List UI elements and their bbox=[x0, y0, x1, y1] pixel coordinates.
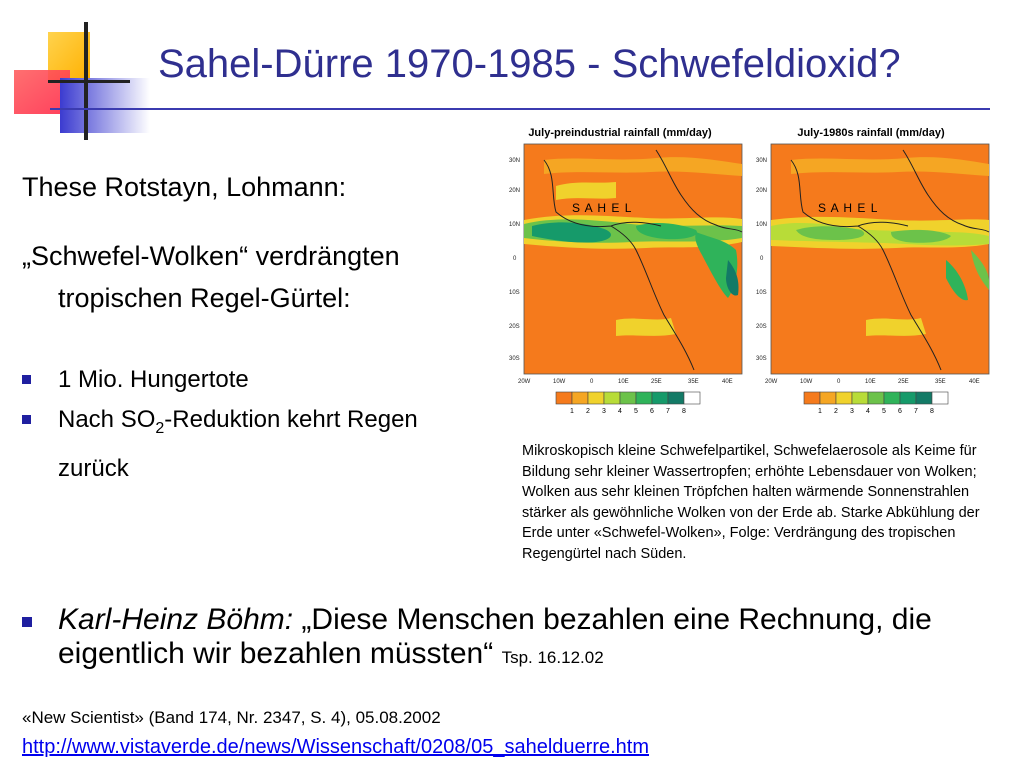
lon-label: 25E bbox=[651, 379, 662, 385]
scale-swatch bbox=[588, 392, 604, 404]
right-lon-axis bbox=[765, 379, 980, 385]
lon-label: 0 bbox=[590, 379, 594, 385]
bullet-square-icon bbox=[22, 415, 31, 424]
lat-label: 30S bbox=[509, 356, 520, 362]
lat-label: 30N bbox=[756, 158, 768, 164]
scale-swatch bbox=[572, 392, 588, 404]
lon-label: 0 bbox=[837, 379, 841, 385]
bullet-text-line2: zurück bbox=[58, 454, 129, 482]
left-lon-axis bbox=[518, 379, 733, 385]
right-map-title: July-1980s rainfall (mm/day) bbox=[797, 127, 945, 139]
thesis-heading: These Rotstayn, Lohmann: bbox=[22, 172, 347, 202]
lat-label: 0 bbox=[513, 256, 517, 262]
lon-label: 35E bbox=[935, 379, 946, 385]
lon-label: 40E bbox=[969, 379, 980, 385]
scale-label: 6 bbox=[650, 408, 654, 415]
scale-label: 2 bbox=[834, 408, 838, 415]
scale-swatch bbox=[836, 392, 852, 404]
lat-label: 10N bbox=[509, 222, 521, 228]
scale-swatch bbox=[684, 392, 700, 404]
bullet-text: 1 Mio. Hungertote bbox=[58, 366, 249, 393]
bullet-item bbox=[22, 400, 518, 489]
lon-label: 10W bbox=[800, 379, 813, 385]
scale-swatch bbox=[852, 392, 868, 404]
scale-label: 5 bbox=[882, 408, 886, 415]
lat-label: 20S bbox=[756, 324, 767, 330]
scale-label: 8 bbox=[930, 408, 934, 415]
right-lat-axis bbox=[756, 158, 767, 362]
lat-label: 20S bbox=[509, 324, 520, 330]
scale-label: 7 bbox=[914, 408, 918, 415]
lat-label: 30N bbox=[509, 158, 521, 164]
scale-swatch bbox=[900, 392, 916, 404]
scale-swatch bbox=[820, 392, 836, 404]
scale-swatch bbox=[556, 392, 572, 404]
scale-swatch bbox=[620, 392, 636, 404]
scale-swatch bbox=[668, 392, 684, 404]
slide-title: Sahel-Dürre 1970-1985 - Schwefeldioxid? bbox=[158, 42, 901, 86]
title-divider bbox=[50, 108, 990, 110]
lat-label: 30S bbox=[756, 356, 767, 362]
scale-label: 4 bbox=[618, 408, 622, 415]
quote-source: Tsp. 16.12.02 bbox=[501, 648, 604, 667]
scale-swatch bbox=[932, 392, 948, 404]
scale-swatch bbox=[604, 392, 620, 404]
right-color-scale bbox=[804, 392, 948, 415]
right-sahel-label: S A H E L bbox=[818, 201, 879, 215]
claim-line-2: tropischen Regel-Gürtel: bbox=[58, 283, 351, 313]
quote-text: „Diese Menschen bezahlen eine Rechnung, die eigentlich wir bezahlen müssten“ bbox=[58, 603, 932, 670]
right-map bbox=[771, 144, 989, 374]
scale-label: 1 bbox=[818, 408, 822, 415]
quote-author: Karl-Heinz Böhm: bbox=[58, 603, 294, 636]
rainfall-maps-figure bbox=[496, 120, 996, 420]
reference-text: «New Scientist» (Band 174, Nr. 2347, S. 4), 05.08.2002 bbox=[22, 708, 441, 727]
left-color-scale bbox=[556, 392, 700, 415]
lon-label: 10W bbox=[553, 379, 566, 385]
lon-label: 25E bbox=[898, 379, 909, 385]
left-map-title: July-preindustrial rainfall (mm/day) bbox=[528, 127, 712, 139]
source-link[interactable]: http://www.vistaverde.de/news/Wissenschaft/0208/05_sahelduerre.htm bbox=[22, 736, 649, 758]
lat-label: 20N bbox=[756, 188, 768, 194]
lat-label: 10N bbox=[756, 222, 768, 228]
bullet-square-icon bbox=[22, 375, 31, 384]
scale-label: 2 bbox=[586, 408, 590, 415]
left-map bbox=[524, 144, 742, 374]
lon-label: 20W bbox=[518, 379, 531, 385]
quote-block bbox=[22, 603, 998, 675]
lat-label: 20N bbox=[509, 188, 521, 194]
lon-label: 20W bbox=[765, 379, 778, 385]
scale-label: 7 bbox=[666, 408, 670, 415]
lon-label: 10E bbox=[865, 379, 876, 385]
bullet-list bbox=[22, 360, 518, 489]
scale-swatch bbox=[652, 392, 668, 404]
lon-label: 35E bbox=[688, 379, 699, 385]
scale-label: 3 bbox=[850, 408, 854, 415]
scale-label: 1 bbox=[570, 408, 574, 415]
left-sahel-label: S A H E L bbox=[572, 201, 633, 215]
claim-text bbox=[22, 235, 502, 319]
lat-label: 0 bbox=[760, 256, 764, 262]
lat-label: 10S bbox=[756, 290, 767, 296]
bullet-square-icon bbox=[22, 617, 32, 627]
lat-label: 10S bbox=[509, 290, 520, 296]
scale-swatch bbox=[636, 392, 652, 404]
lon-label: 10E bbox=[618, 379, 629, 385]
bullet-text-post: -Reduktion kehrt Regen bbox=[164, 406, 418, 433]
scale-label: 5 bbox=[634, 408, 638, 415]
scale-label: 4 bbox=[866, 408, 870, 415]
bullet-subscript: 2 bbox=[155, 419, 165, 437]
left-lat-axis bbox=[509, 158, 520, 362]
scale-label: 6 bbox=[898, 408, 902, 415]
scale-swatch bbox=[804, 392, 820, 404]
scale-swatch bbox=[916, 392, 932, 404]
slide-logo bbox=[0, 0, 160, 150]
figure-caption: Mikroskopisch kleine Schwefelpartikel, Schwefelaerosole als Keime für Bildung sehr kleiner Wassertropfen; erhöhte Lebensdauer von Wolken; Wolken aus sehr kleinen Tröpfchen halten wärmende Sonnenstrahlen stärker als gewöhnliche Wolken von der Erde ab. Starke Abkühlung der Erde unter «Schwefel-Wolken», Folge: Verdrängung des tropischen Regengürtel nach Süden. bbox=[522, 443, 980, 562]
scale-swatch bbox=[884, 392, 900, 404]
claim-line-1: „Schwefel-Wolken“ verdrängten bbox=[22, 241, 400, 271]
lon-label: 40E bbox=[722, 379, 733, 385]
scale-label: 3 bbox=[602, 408, 606, 415]
scale-label: 8 bbox=[682, 408, 686, 415]
scale-swatch bbox=[868, 392, 884, 404]
bullet-text-pre: Nach SO bbox=[58, 406, 156, 433]
bullet-item bbox=[22, 360, 518, 400]
